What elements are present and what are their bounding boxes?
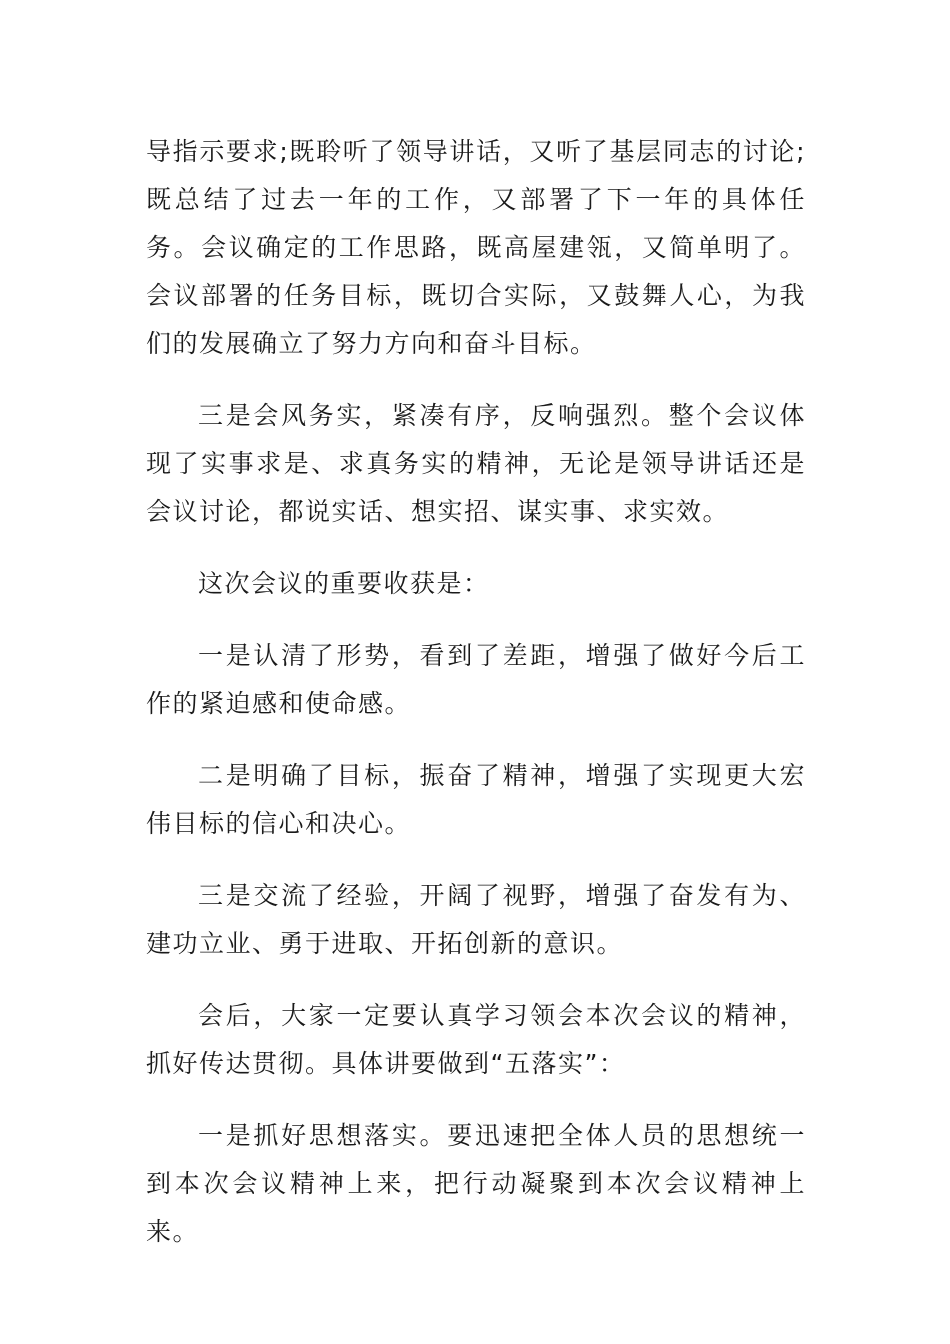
paragraph: 三是交流了经验，开阔了视野，增强了奋发有为、建功立业、勇于进取、开拓创新的意识。 [146,881,806,958]
paragraph: 二是明确了目标，振奋了精神，增强了实现更大宏伟目标的信心和决心。 [146,761,806,838]
paragraph: 会后，大家一定要认真学习领会本次会议的精神，抓好传达贯彻。具体讲要做到“五落实”： [146,1001,806,1078]
paragraph: 一是抓好思想落实。要迅速把全体人员的思想统一到本次会议精神上来，把行动凝聚到本次会议精神上来。 [146,1121,806,1246]
paragraph: 三是会风务实，紧凑有序，反响强烈。整个会议体现了实事求是、求真务实的精神，无论是领导讲话还是会议讨论，都说实话、想实招、谋实事、求实效。 [146,401,806,526]
document-body [146,128,806,1280]
paragraph-continuation: 导指示要求;既聆听了领导讲话，又听了基层同志的讨论;既总结了过去一年的工作，又部署了下一年的具体任务。会议确定的工作思路，既高屋建瓴，又简单明了。会议部署的任务目标，既切合实际，又鼓舞人心，为我们的发展确立了努力方向和奋斗目标。 [146,137,806,358]
paragraph: 一是认清了形势，看到了差距，增强了做好今后工作的紧迫感和使命感。 [146,641,806,718]
paragraph: 这次会议的重要收获是： [198,569,490,598]
